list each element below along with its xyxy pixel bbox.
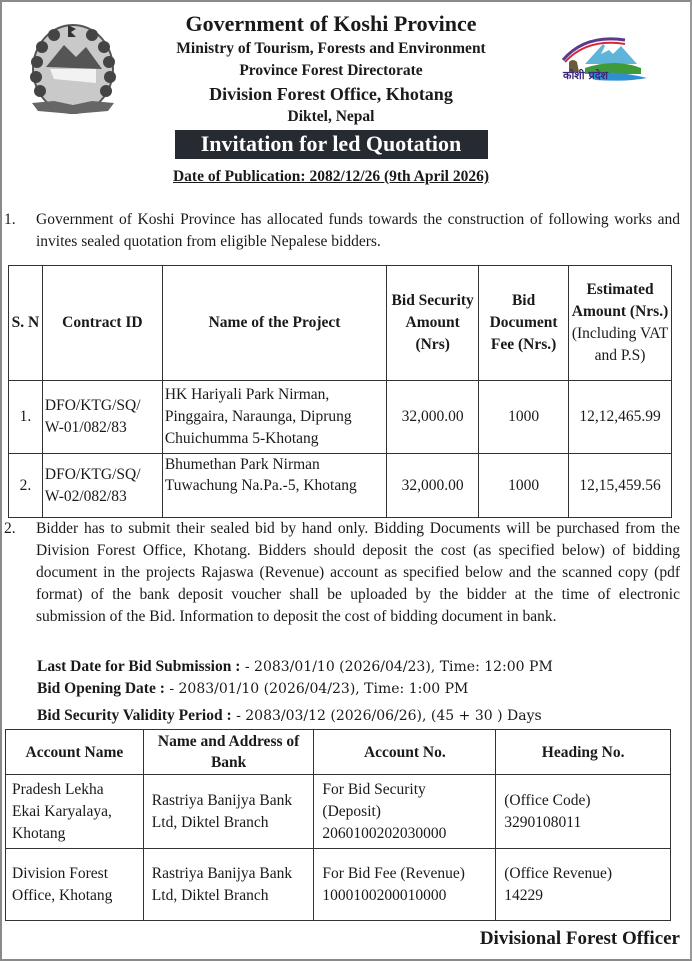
account-no-label: For Bid Security (Deposit) [322,780,426,820]
heading-value: 14229 [504,886,544,904]
header-account-no: Account No. [314,730,496,775]
cell-estimated: 12,15,459.56 [569,454,672,518]
account-no-value: 2060100202030000 [322,824,447,842]
koshi-logo-text: कोशी प्रदेश [563,69,609,82]
heading-value: 3290108011 [504,813,582,831]
paragraph-number: 1. [4,211,16,228]
bid-validity-value: - 2083/03/12 (2026/06/26), (45 + 30 ) Days [231,708,542,724]
ministry-title: Ministry of Tourism, Forests and Environment [176,40,486,57]
works-table [8,265,672,518]
paragraph-1 [2,209,680,253]
header-account-name: Account Name [6,730,144,775]
cell-doc-fee: 1000 [479,381,569,454]
account-no-label: For Bid Fee (Revenue) [322,864,465,882]
cell-account-name: Division Forest Office, Khotang [6,849,144,921]
cell-bank: Rastriya Banijya Bank Ltd, Diktel Branch [143,849,314,921]
bid-validity-label: Bid Security Validity Period : [37,707,232,724]
last-submission-date [37,656,553,678]
paragraph-number: 2. [4,520,16,537]
cell-account-no [314,775,496,849]
heading-label: (Office Code) [504,791,591,809]
header-estimated-note: (Including VAT and P.S) [571,325,669,364]
header-heading-no: Heading No. [496,730,671,775]
heading-label: (Office Revenue) [504,864,612,882]
office-title: Division Forest Office, Khotang [209,84,453,104]
table-header-row [6,730,671,775]
cell-contract-id: DFO/KTG/SQ/ W-02/082/83 [42,454,162,518]
bank-table [5,729,671,921]
header-doc-fee: Bid Document Fee (Nrs.) [479,266,569,381]
bid-opening-label: Bid Opening Date : [37,680,165,697]
header-bid-security: Bid Security Amount (Nrs) [387,266,479,381]
header-bank: Name and Address of Bank [143,730,314,775]
bid-opening-date [37,678,468,700]
paragraph-text: Government of Koshi Province has allocated funds towards the construction of following works and invites sealed quotation from eligible Nepalese bidders. [36,211,680,250]
header-contract-id: Contract ID [42,266,162,381]
table-row [6,849,671,921]
bid-validity-period [37,705,542,727]
table-row [9,454,672,518]
cell-bank: Rastriya Banijya Bank Ltd, Diktel Branch [143,775,314,849]
cell-sn: 1. [9,381,43,454]
last-submission-label: Last Date for Bid Submission : [37,658,241,675]
header-estimated [569,266,672,381]
cell-project: HK Hariyali Park Nirman, Pinggaira, Naraunga, Diprung Chuichumma 5-Khotang [162,381,386,454]
cell-heading-no [496,775,671,849]
cell-account-no [314,849,496,921]
bid-opening-value: - 2083/01/10 (2026/04/23), Time: 1:00 PM [164,681,469,697]
header-estimated-label: Estimated Amount (Nrs.) [571,281,669,320]
cell-doc-fee: 1000 [479,454,569,518]
location-title: Diktel, Nepal [287,108,375,125]
last-submission-value: - 2083/01/10 (2026/04/23), Time: 12:00 PM [240,659,553,675]
cell-account-name: Pradesh Lekha Ekai Karyalaya, Khotang [6,775,144,849]
directorate-title: Province Forest Directorate [239,62,423,79]
notice-banner: Invitation for led Quotation [175,130,488,159]
cell-heading-no [496,849,671,921]
paragraph-text: Bidder has to submit their sealed bid by hand only. Bidding Documents will be purchased from the Division Forest Office, Khotang. Bidders should deposit the cost (as specified below) of bidding document in the projects Rajaswa (Revenue) account as specified below and the scanned copy (pdf format) of the bank deposit voucher shall be uploaded by the bidder at the time of electronic submission of the Bid. Information to deposit the cost of bidding document in bank. [36,520,680,625]
publication-date: Date of Publication: 2082/12/26 (9th April 2026) [172,168,490,185]
table-row [6,775,671,849]
paragraph-2 [2,518,680,628]
table-row [9,381,672,454]
account-no-value: 1000100200010000 [322,886,447,904]
signature-title: Divisional Forest Officer [479,928,680,949]
table-header-row [9,266,672,381]
cell-project: Bhumethan Park Nirman Tuwachung Na.Pa.-5, Khotang [162,454,386,518]
cell-bid-security: 32,000.00 [387,454,479,518]
cell-contract-id: DFO/KTG/SQ/ W-01/082/83 [42,381,162,454]
header-project-name: Name of the Project [162,266,386,381]
cell-sn: 2. [9,454,43,518]
header-sn: S. N [9,266,43,381]
government-title: Government of Koshi Province [185,11,477,36]
letterhead [2,10,690,186]
cell-bid-security: 32,000.00 [387,381,479,454]
cell-estimated: 12,12,465.99 [569,381,672,454]
